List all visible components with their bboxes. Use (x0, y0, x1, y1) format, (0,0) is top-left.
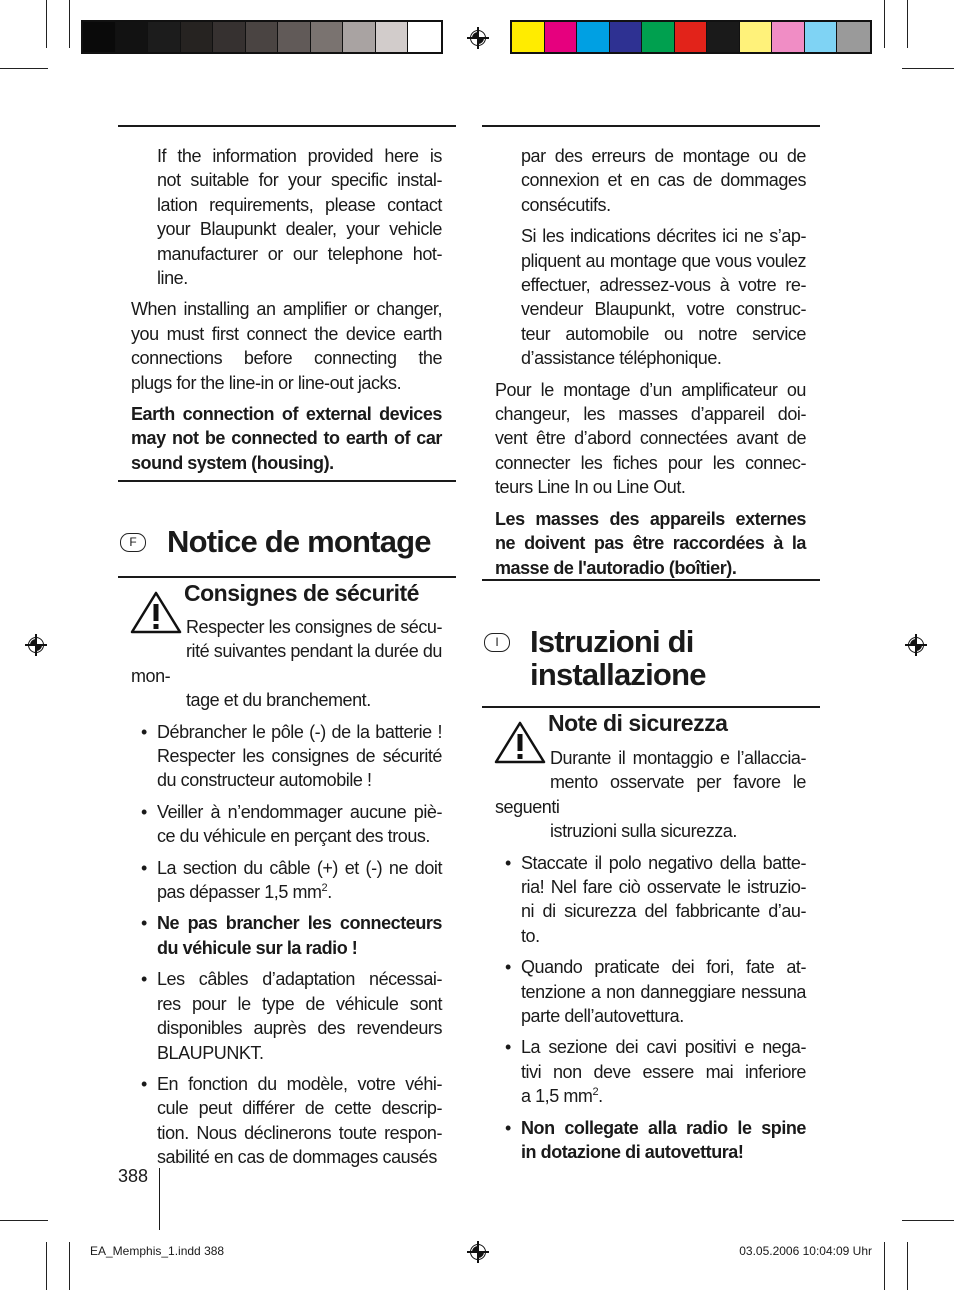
text-line: line. (157, 268, 188, 289)
text-line: tivi non deve essere mai inferiore (521, 1061, 806, 1082)
continued-paragraph (495, 144, 806, 217)
registration-mark-icon (905, 634, 927, 656)
crop-mark (69, 0, 70, 48)
bullet-item (131, 967, 442, 1065)
text-line: may not be connected to earth of car (131, 428, 442, 449)
text-line: Staccate il polo negativo della batte- (521, 852, 806, 873)
bullet-text (521, 851, 806, 949)
color-swatch (213, 22, 246, 52)
text-line: du véhicule sur la radio ! (157, 937, 358, 958)
text-line: En fonction du modèle, votre véhi- (157, 1073, 442, 1094)
bullet-text (157, 800, 442, 849)
intro-paragraph-1 (131, 144, 442, 290)
text-line: connections before connecting the (131, 348, 442, 369)
bullet-item (131, 720, 442, 793)
bullet-item (495, 851, 806, 949)
crop-mark (884, 0, 885, 48)
text-line: Quando praticate dei fori, fate at- (521, 957, 806, 978)
text-line: vendeur Blaupunkt, votre construc- (521, 299, 806, 320)
gray-color-bar (81, 20, 443, 54)
text-line: BLAUPUNKT. (157, 1042, 264, 1063)
left-safety-block (131, 615, 442, 1170)
text-line: ce du véhicule en perçant des trous. (157, 826, 430, 847)
color-swatch (772, 22, 805, 52)
color-swatch (116, 22, 149, 52)
bullet-marker: • (141, 801, 147, 822)
text-line: to. (521, 925, 540, 946)
text-line: istruzioni sulla sicurezza. (550, 821, 737, 842)
intro-paragraph-2 (131, 297, 442, 395)
superscript: 2 (321, 882, 328, 895)
ground-warning (495, 507, 806, 580)
text-line: cule peut différer de cette descrip- (157, 1098, 442, 1119)
crop-mark (907, 0, 908, 48)
crop-mark (902, 1220, 954, 1221)
process-color-bar (510, 20, 872, 54)
text-line: rité suivantes pendant la durée du mon- (131, 641, 442, 686)
text-line: Earth connection of external devices (131, 404, 442, 425)
page-number-rule (159, 1168, 160, 1230)
bullet-text (157, 1072, 442, 1170)
language-code-badge: F (120, 533, 146, 552)
text-line: lation requirements, please contact (157, 194, 442, 215)
text-line: Non collegate alla radio le spine (521, 1117, 806, 1138)
top-rule-right (482, 125, 820, 127)
color-swatch (805, 22, 838, 52)
subsection-title: Consignes de sécurité (184, 580, 419, 606)
crop-mark (46, 0, 47, 48)
text-line: When installing an amplifier or changer, (131, 299, 442, 320)
crop-mark (46, 1242, 47, 1290)
bullet-marker: • (505, 852, 511, 873)
title-line: installazione (530, 657, 706, 692)
text-line: Si les indications décrites ici ne s’ap- (521, 226, 806, 247)
bullet-text (157, 911, 442, 960)
section-rule (482, 706, 820, 708)
color-swatch (577, 22, 610, 52)
bullet-marker: • (141, 857, 147, 878)
color-swatch (675, 22, 708, 52)
text-line: Respecter les consignes de sécu- (186, 617, 442, 637)
text-line: plugs for the line-in or line-out jacks. (131, 372, 402, 393)
top-rule-left (118, 125, 456, 127)
color-swatch (181, 22, 214, 52)
page-number: 388 (118, 1166, 149, 1186)
color-swatch (278, 22, 311, 52)
crop-mark (69, 1242, 70, 1290)
bullet-text (157, 856, 442, 905)
text-line: effectuer, adressez-vous à votre re- (521, 275, 806, 296)
bullet-text (157, 720, 442, 793)
crop-mark (884, 1242, 885, 1290)
text-line: mento osservate per favore le seguenti (495, 772, 806, 817)
registration-mark-icon (467, 27, 489, 49)
color-swatch (148, 22, 181, 52)
text-line: you must first connect the device earth (131, 323, 442, 344)
superscript: 2 (592, 1086, 599, 1099)
crop-mark (907, 1242, 908, 1290)
bullet-text (157, 967, 442, 1065)
text-line: connexion et en cas de dommages (521, 170, 806, 191)
section-rule (482, 579, 820, 581)
safety-intro (495, 746, 806, 844)
text-line: Respecter les consignes de sécurité (157, 746, 442, 767)
registration-mark-icon (467, 1241, 489, 1263)
text-line: in dotazione di autovettura! (521, 1142, 744, 1163)
text-line: pas dépasser 1,5 $mm^2$. (157, 882, 332, 903)
section-title (530, 625, 706, 691)
crop-mark (0, 68, 48, 69)
earth-warning (131, 402, 442, 475)
language-code-badge: I (484, 633, 510, 652)
text-line: La section du câble (+) et (-) ne doit (157, 857, 442, 878)
text-line: La sezione dei cavi positivi e nega- (521, 1037, 806, 1058)
text-line: sabilité en cas de dommages causés (157, 1147, 437, 1168)
color-swatch (545, 22, 578, 52)
text-line: Durante il montaggio e l’allaccia- (550, 748, 806, 768)
section-title: Notice de montage (167, 524, 431, 559)
right-column (495, 144, 806, 580)
text-line: tenzione a non danneggiare nessuna (521, 981, 806, 1002)
color-swatch (642, 22, 675, 52)
text-line: connecter les fiches pour les connec- (495, 452, 806, 473)
text-line: d’assistance téléphonique. (521, 348, 722, 369)
text-line: parte dell’autovettura. (521, 1006, 684, 1027)
bullet-item (131, 800, 442, 849)
subsection-title: Note di sicurezza (548, 710, 728, 736)
text-line: du constructeur automobile ! (157, 770, 372, 791)
bullet-item (131, 856, 442, 905)
crop-mark (0, 1220, 48, 1221)
bullet-marker: • (505, 1037, 511, 1058)
safety-intro (131, 615, 442, 713)
color-swatch (408, 22, 441, 52)
text-line: tion. Nous déclinerons toute respon- (157, 1122, 442, 1143)
color-swatch (740, 22, 773, 52)
text-line: If the information provided here is (157, 146, 442, 166)
section-rule (118, 576, 456, 578)
crop-mark (902, 68, 954, 69)
text-line: Pour le montage d’un amplificateur ou (495, 379, 806, 400)
text-line: teur automobile ou notre service (521, 323, 806, 344)
bullet-text (521, 955, 806, 1028)
text-line: ne doivent pas être raccordées à la (495, 533, 806, 554)
text-line: ni di sicurezza del fabbricante d’au- (521, 901, 806, 922)
bullet-marker: • (141, 969, 147, 990)
text-line: par des erreurs de montage ou de (521, 146, 806, 166)
text-line: Débrancher le pôle (-) de la batterie ! (157, 721, 442, 742)
color-swatch (83, 22, 116, 52)
footer-file-name: EA_Memphis_1.indd 388 (90, 1244, 225, 1258)
text-line: res pour le type de véhicule sont (157, 993, 442, 1014)
dealer-paragraph (495, 224, 806, 370)
left-column (131, 144, 442, 475)
text-line: teurs Line In ou Line Out. (495, 477, 686, 498)
bullet-item (495, 1035, 806, 1108)
text-line: Les câbles d’adaptation nécessai- (157, 969, 442, 990)
bullet-marker: • (141, 721, 147, 742)
color-swatch (376, 22, 409, 52)
text-line: disponibles auprès des revendeurs (157, 1018, 442, 1039)
text-line: a 1,5 $mm^2$. (521, 1086, 603, 1107)
text-line: Les masses des appareils externes (495, 508, 806, 529)
bullet-item (495, 1116, 806, 1165)
bullet-item (131, 911, 442, 960)
amplifier-paragraph (495, 378, 806, 500)
title-line: Istruzioni di (530, 624, 694, 659)
color-swatch (343, 22, 376, 52)
footer-timestamp: 03.05.2006 10:04:09 Uhr (739, 1244, 872, 1258)
bullet-marker: • (505, 957, 511, 978)
bullet-marker: • (141, 913, 147, 934)
right-safety-block (495, 746, 806, 1165)
text-line: pliquent au montage que vous voulez (521, 250, 806, 271)
bullet-marker: • (141, 1073, 147, 1094)
bullet-item (131, 1072, 442, 1170)
color-swatch (512, 22, 545, 52)
text-line: Veiller à n’endommager aucune piè- (157, 801, 442, 822)
bullet-text (521, 1035, 806, 1108)
text-line: changeur, les masses d’appareil doi- (495, 404, 806, 425)
section-rule (118, 480, 456, 482)
color-swatch (311, 22, 344, 52)
color-swatch (837, 22, 870, 52)
text-line: sound system (housing). (131, 452, 334, 473)
text-line: manufacturer or our telephone hot- (157, 243, 442, 264)
bullet-item (495, 955, 806, 1028)
text-line: tage et du branchement. (186, 690, 371, 711)
text-line: vent être d’abord connectées avant de (495, 428, 806, 449)
color-swatch (610, 22, 643, 52)
text-line: not suitable for your specific instal- (157, 170, 442, 191)
text-line: consécutifs. (521, 194, 611, 215)
text-line: ria! Nel fare ciò osservate le istruzio- (521, 877, 806, 898)
registration-mark-icon (25, 634, 47, 656)
color-swatch (707, 22, 740, 52)
bullet-text (521, 1116, 806, 1165)
text-line: masse de l'autoradio (boîtier). (495, 557, 737, 578)
color-swatch (246, 22, 279, 52)
bullet-marker: • (505, 1117, 511, 1138)
text-line: Ne pas brancher les connecteurs (157, 913, 442, 934)
text-line: your Blaupunkt dealer, your vehicle (157, 219, 442, 240)
